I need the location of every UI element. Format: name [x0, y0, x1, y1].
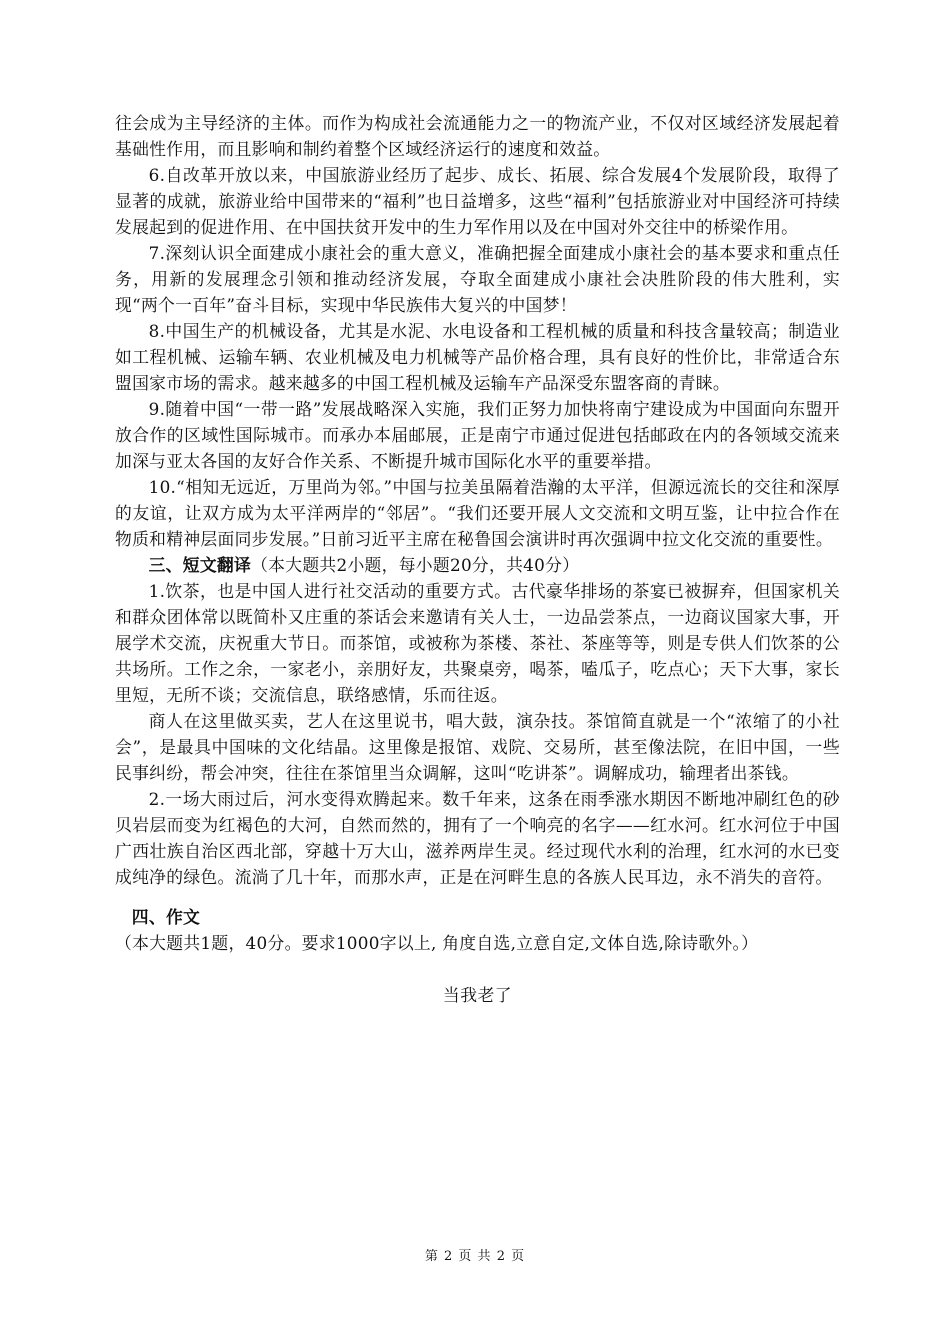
- translation-item-7: 7.深刻认识全面建成小康社会的重大意义，准确把握全面建成小康社会的基本要求和重点任务，用新的发展理念引领和推动经济发展，夺取全面建成小康社会决胜阶段的伟大胜利，实现“两个一百年”奋斗目标，实现中华民族伟大复兴的中国梦！: [115, 243, 840, 315]
- essay-title: 当我老了: [442, 985, 513, 1005]
- passage-1: 1.饮茶，也是中国人进行社交活动的重要方式。古代豪华排场的茶宴已被摒弃，但国家机关和群众团体常以既简朴又庄重的茶话会来邀请有关人士，一边品尝茶点，一边商议国家大事，开展学术交流，庆祝重大节日。而茶馆，或被称为茶楼、茶社、茶座等等，则是专供人们饮茶的公共场所。工作之余，一家老小，亲朋好友，共聚桌旁，喝茶，嗑瓜子，吃点心；天下大事，家长里短，无所不谈；交流信息，联络感情，乐而往返。: [115, 581, 840, 705]
- passage-1-continued: 商人在这里做买卖，艺人在这里说书，唱大鼓，演杂技。茶馆简直就是一个“浓缩了的小社会”，是最具中国味的文化结晶。这里像是报馆、戏院、交易所，甚至像法院，在旧中国，一些民事纠纷，帮会冲突，往往在茶馆里当众调解，这叫“吃讲茶”。调解成功，输理者出茶钱。: [115, 711, 840, 783]
- document-body: [115, 110, 840, 1008]
- section-3-note: （本大题共2小题，每小题20分，共40分）: [251, 555, 580, 575]
- section-3-heading: [115, 552, 840, 578]
- paragraph-continued: 往会成为主导经济的主体。而作为构成社会流通能力之一的物流产业，不仅对区域经济发展起着基础性作用，而且影响和制约着整个区域经济运行的速度和效益。: [115, 113, 840, 159]
- section-4-title: 四、作文: [131, 907, 201, 927]
- translation-item-6: 6.自改革开放以来，中国旅游业经历了起步、成长、拓展、综合发展4个发展阶段，取得了显著的成就，旅游业给中国带来的“福利”也日益增多，这些“福利”包括旅游业对中国经济可持续发展起到的促进作用、在中国扶贫开发中的生力军作用以及在中国对外交往中的桥梁作用。: [115, 165, 840, 237]
- translation-item-8: 8.中国生产的机械设备，尤其是水泥、水电设备和工程机械的质量和科技含量较高；制造业如工程机械、运输车辆、农业机械及电力机械等产品价格合理，具有良好的性价比，非常适合东盟国家市场的需求。越来越多的中国工程机械及运输车产品深受东盟客商的青睐。: [115, 321, 840, 393]
- passage-2: 2.一场大雨过后，河水变得欢腾起来。数千年来，这条在雨季涨水期因不断地冲刷红色的砂贝岩层而变为红褐色的大河，自然而然的，拥有了一个响亮的名字——红水河。红水河位于中国广西壮族自治区西北部，穿越十万大山，滋养两岸生灵。经过现代水利的治理，红水河的水已变成纯净的绿色。流淌了几十年，而那水声，正是在河畔生息的各族人民耳边，永不消失的音符。: [115, 789, 840, 887]
- section-4-heading: [115, 904, 840, 956]
- translation-item-9: 9.随着中国“一带一路”发展战略深入实施，我们正努力加快将南宁建设成为中国面向东盟开放合作的区域性国际城市。而承办本届邮展，正是南宁市通过促进包括邮政在内的各领域交流来加深与亚太各国的友好合作关系、不断提升城市国际化水平的重要举措。: [115, 399, 840, 471]
- translation-item-10: 10.“相知无远近，万里尚为邻。”中国与拉美虽隔着浩瀚的太平洋，但源远流长的交往和深厚的友谊，让双方成为太平洋两岸的“邻居”。“我们还要开展人文交流和文明互鉴，让中拉合作在物质和精神层面同步发展。”日前习近平主席在秘鲁国会演讲时再次强调中拉文化交流的重要性。: [115, 477, 840, 549]
- page-footer: 第 2 页 共 2 页: [424, 1249, 526, 1264]
- section-3-title: 三、短文翻译: [148, 555, 252, 575]
- section-4-note: （本大题共1题，40分。要求1000字以上, 角度自选,立意自定,文体自选,除诗歌外。）: [115, 933, 759, 953]
